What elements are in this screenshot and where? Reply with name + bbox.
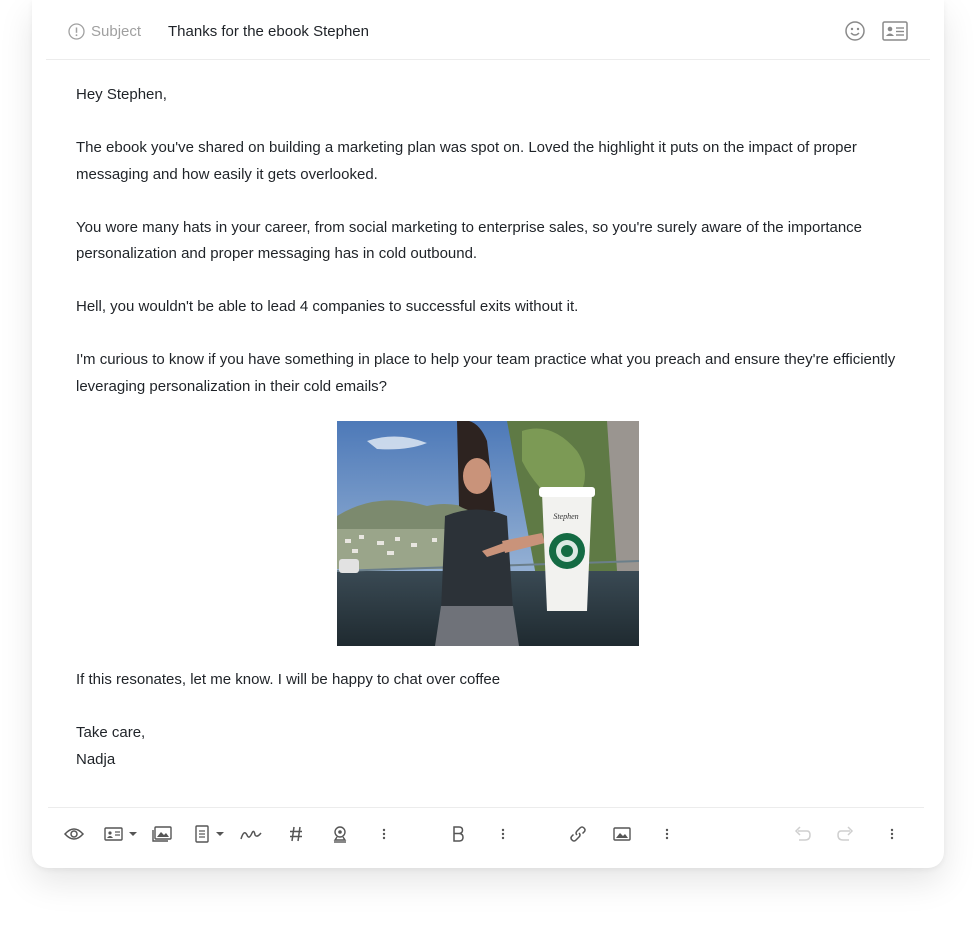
body-paragraph: Hell, you wouldn't be able to lead 4 companies to successful exits without it.: [76, 298, 579, 315]
body-paragraph: You wore many hats in your career, from social marketing to enterprise sales, so you're surely aware of the importance personalization and proper messaging has in cold outbound.: [76, 218, 863, 262]
contact-card-icon[interactable]: [882, 20, 908, 42]
more-icon[interactable]: [888, 822, 896, 846]
more-icon[interactable]: [663, 822, 671, 846]
signature: Nadja: [76, 750, 116, 768]
image-gallery-icon[interactable]: [152, 822, 172, 846]
emoji-icon[interactable]: [844, 20, 866, 42]
subject-label: Subject: [91, 22, 142, 40]
undo-icon[interactable]: [792, 822, 812, 846]
hashtag-icon[interactable]: [288, 822, 304, 846]
cup-label: Stephen: [553, 512, 579, 521]
stamp-icon[interactable]: [330, 822, 350, 846]
info-icon: [68, 23, 85, 40]
editor-toolbar: [48, 807, 924, 859]
email-body-closing[interactable]: [76, 667, 906, 773]
template-icon[interactable]: [194, 822, 226, 846]
closing-line: If this resonates, let me know. I will be happy to chat over coffee: [76, 671, 501, 688]
bold-icon[interactable]: [450, 822, 466, 846]
subject-label-group: [68, 21, 141, 41]
body-paragraph: The ebook you've shared on building a marketing plan was spot on. Loved the highlight it puts on the impact of proper messaging and how easily it gets overlooked.: [76, 139, 857, 183]
more-icon[interactable]: [499, 822, 507, 846]
signature-icon[interactable]: [240, 822, 262, 846]
embedded-photo[interactable]: [337, 421, 639, 646]
personalization-icon[interactable]: [104, 822, 138, 846]
signoff: Take care,: [76, 724, 146, 741]
redo-icon[interactable]: [836, 822, 856, 846]
email-body[interactable]: [76, 82, 906, 400]
preview-icon[interactable]: [64, 822, 84, 846]
subject-input[interactable]: Thanks for the ebook Stephen: [168, 22, 369, 40]
subject-row: [46, 0, 930, 60]
image-icon[interactable]: [612, 822, 632, 846]
more-icon[interactable]: [380, 822, 388, 846]
greeting: Hey Stephen,: [76, 86, 167, 103]
email-composer: [32, 0, 944, 868]
body-paragraph: I'm curious to know if you have something in place to help your team practice what you preach and ensure they're efficiently leveraging personalization in their cold emails?: [76, 351, 896, 395]
link-icon[interactable]: [568, 822, 588, 846]
